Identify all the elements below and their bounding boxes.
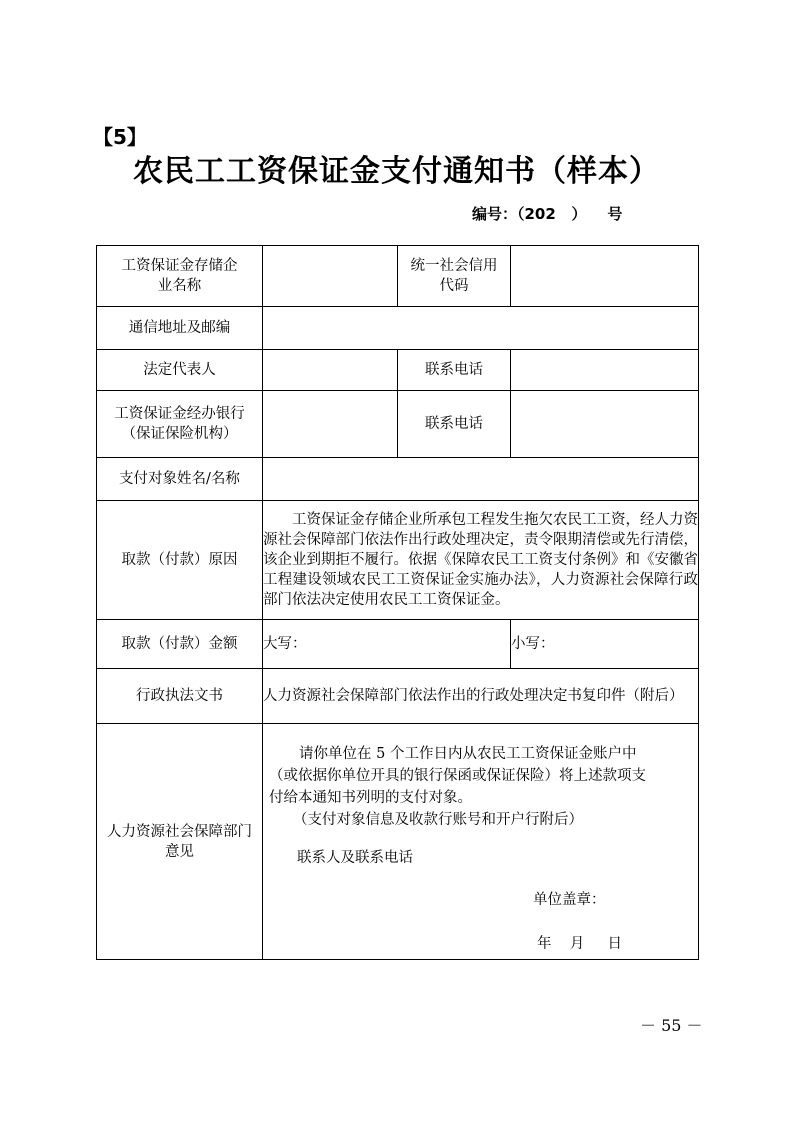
- depositor-label: 工资保证金存储企业名称: [97, 246, 263, 307]
- table-row: [97, 246, 699, 307]
- reason-text: 工资保证金存储企业所承包工程发生拖欠农民工工资，经人力资源社会保障部门依法作出行政处理决定，责令限期清偿或先行清偿，该企业到期拒不履行。依据《保障农民工工资支付条例》和《安徽省工程建设领域农民工工资保证金实施办法》，人力资源社会保障行政部门依法决定使用农民工工资保证金。: [263, 501, 699, 620]
- payment-notice-form: [96, 245, 699, 960]
- bank-value[interactable]: [263, 391, 398, 458]
- depositor-value[interactable]: [263, 246, 398, 307]
- legal-rep-label: 法定代表人: [97, 350, 263, 391]
- enforcement-text: 人力资源社会保障部门依法作出的行政处理决定书复印件（附后）: [263, 669, 699, 724]
- phone-label-2: 联系电话: [398, 391, 511, 458]
- table-row: [97, 724, 699, 960]
- document-title: 农民工工资保证金支付通知书（样本）: [133, 154, 660, 189]
- table-row: [97, 620, 699, 669]
- enforcement-label: 行政执法文书: [97, 669, 263, 724]
- opinion-line-1: 请你单位在 5 个工作日内从农民工工资保证金账户中: [299, 746, 637, 762]
- payee-label: 支付对象姓名/名称: [97, 458, 263, 501]
- table-row: [97, 307, 699, 350]
- opinion-date: 年 月 日: [537, 936, 622, 952]
- opinion-line-3: 付给本通知书列明的支付对象。: [269, 790, 472, 806]
- page-number: － 55 －: [640, 1016, 703, 1035]
- table-row: [97, 350, 699, 391]
- legal-rep-value[interactable]: [263, 350, 398, 391]
- phone-value-2[interactable]: [511, 391, 699, 458]
- amount-upper[interactable]: 大写：: [263, 620, 511, 669]
- credit-code-label: 统一社会信用代码: [398, 246, 511, 307]
- opinion-label: 人力资源社会保障部门意见: [97, 724, 263, 960]
- address-label: 通信地址及邮编: [97, 307, 263, 350]
- amount-lower[interactable]: 小写：: [511, 620, 699, 669]
- phone-value-1[interactable]: [511, 350, 699, 391]
- opinion-cell: [263, 724, 699, 960]
- opinion-contact: 联系人及联系电话: [297, 850, 413, 866]
- document-number: 编号：（202 ） 号: [472, 205, 623, 223]
- credit-code-value[interactable]: [511, 246, 699, 307]
- opinion-seal: 单位盖章：: [533, 892, 606, 908]
- address-value[interactable]: [263, 307, 699, 350]
- table-row: [97, 458, 699, 501]
- table-row: [97, 669, 699, 724]
- amount-label: 取款（付款）金额: [97, 620, 263, 669]
- table-row: [97, 501, 699, 620]
- phone-label-1: 联系电话: [398, 350, 511, 391]
- payee-value[interactable]: [263, 458, 699, 501]
- opinion-line-4: （支付对象信息及收款行账号和开户行附后）: [293, 812, 583, 828]
- section-number: 【5】: [93, 125, 147, 149]
- reason-label: 取款（付款）原因: [97, 501, 263, 620]
- bank-label: 工资保证金经办银行（保证保险机构）: [97, 391, 263, 458]
- opinion-line-2: （或依据你单位开具的银行保函或保证保险）将上述款项支: [269, 768, 646, 784]
- table-row: [97, 391, 699, 458]
